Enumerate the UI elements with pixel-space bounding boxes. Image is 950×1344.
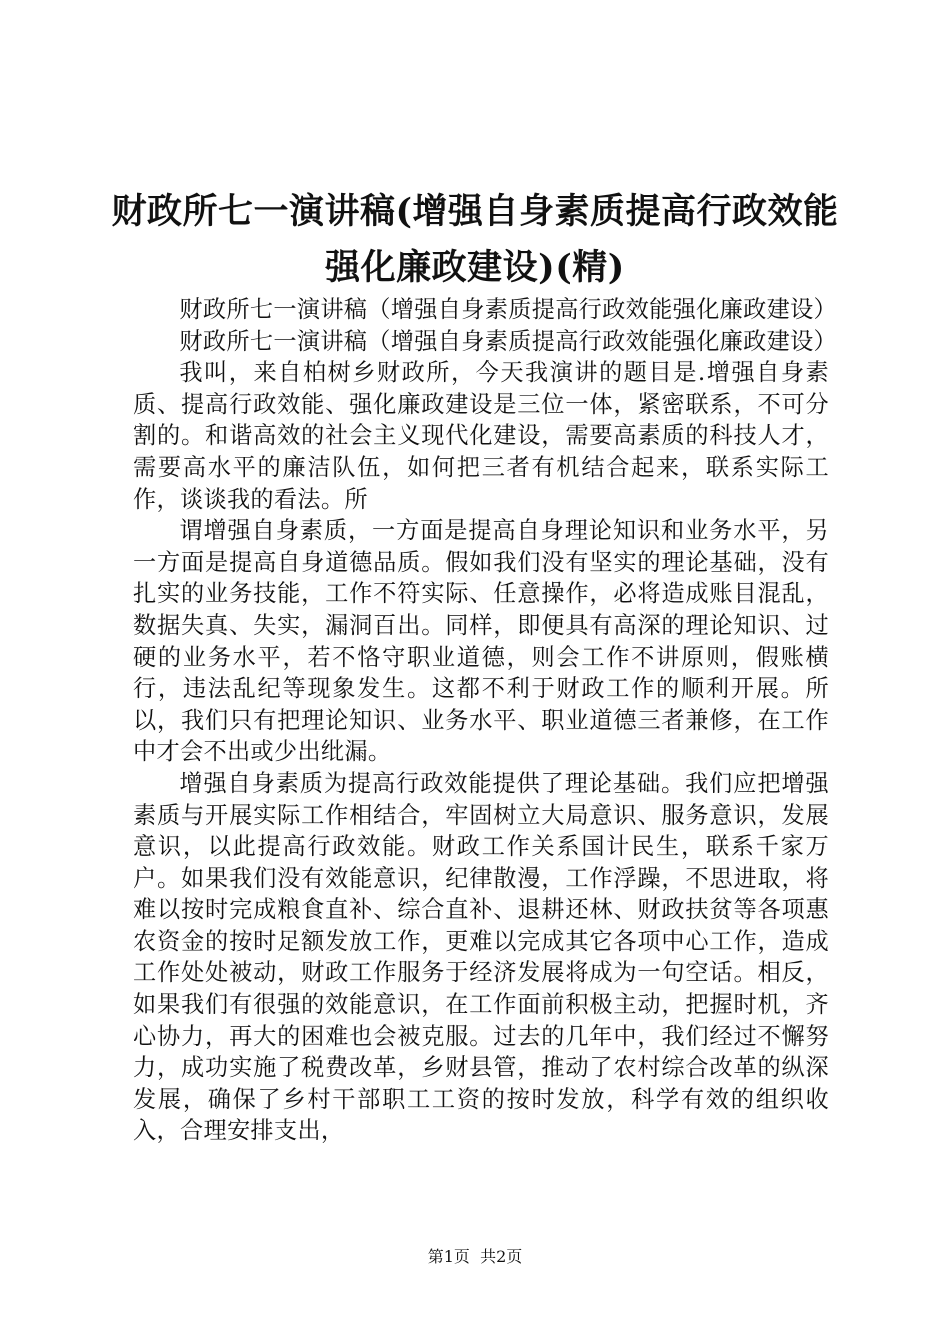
paragraph: 财政所七一演讲稿（增强自身素质提高行政效能强化廉政建设） [179,296,838,323]
document-title: 财政所七一演讲稿(增强自身素质提高行政效能强化廉政建设)(精) [111,191,839,288]
paragraph: 财政所七一演讲稿（增强自身素质提高行政效能强化廉政建设） [179,327,838,355]
paragraph: 谓增强自身素质，一方面是提高自身理论知识和业务水平，另一方面是提高自身道德品质。假如我们没有坚实的理论基础，没有扎实的业务技能，工作不符实际、任意操作，必将造成账目混乱，数据失真、失实，漏洞百出。同样，即便具有高深的理论知识、过硬的业务水平，若不恪守职业道德，则会工作不讲原则，假账横行，违法乱纪等现象发生。这都不利于财政工作的顺利开展。所以，我们只有把理论知识、业务水平、职业道德三者兼修，在工作中才会不出或少出纰漏。 [133,517,829,766]
document-body [133,294,838,1147]
paragraph: 增强自身素质为提高行政效能提供了理论基础。我们应把增强素质与开展实际工作相结合，牢固树立大局意识、服务意识，发展意识，以此提高行政效能。财政工作关系国计民生，联系千家万户。如果我们没有效能意识，纪律散漫，工作浮躁，不思进取，将难以按时完成粮食直补、综合直补、退耕还林、财政扶贫等各项惠农资金的按时足额发放工作，更难以完成其它各项中心工作，造成工作处处被动，财政工作服务于经济发展将成为一句空话。相反，如果我们有很强的效能意识，在工作面前积极主动，把握时机，齐心协力，再大的困难也会被克服。过去的几年中，我们经过不懈努力，成功实施了税费改革，乡财县管，推动了农村综合改革的纵深发展，确保了乡村干部职工工资的按时发放，科学有效的组织收入，合理安排支出， [133,769,829,1145]
paragraph: 我叫，来自柏树乡财政所，今天我演讲的题目是.增强自身素质、提高行政效能、强化廉政建设是三位一体，紧密联系，不可分割的。和谐高效的社会主义现代化建设，需要高素质的科技人才，需要高水平的廉洁队伍，如何把三者有机结合起来，联系实际工作，谈谈我的看法。所 [133,359,829,513]
page-footer: 第1页 共2页 [427,1247,523,1266]
